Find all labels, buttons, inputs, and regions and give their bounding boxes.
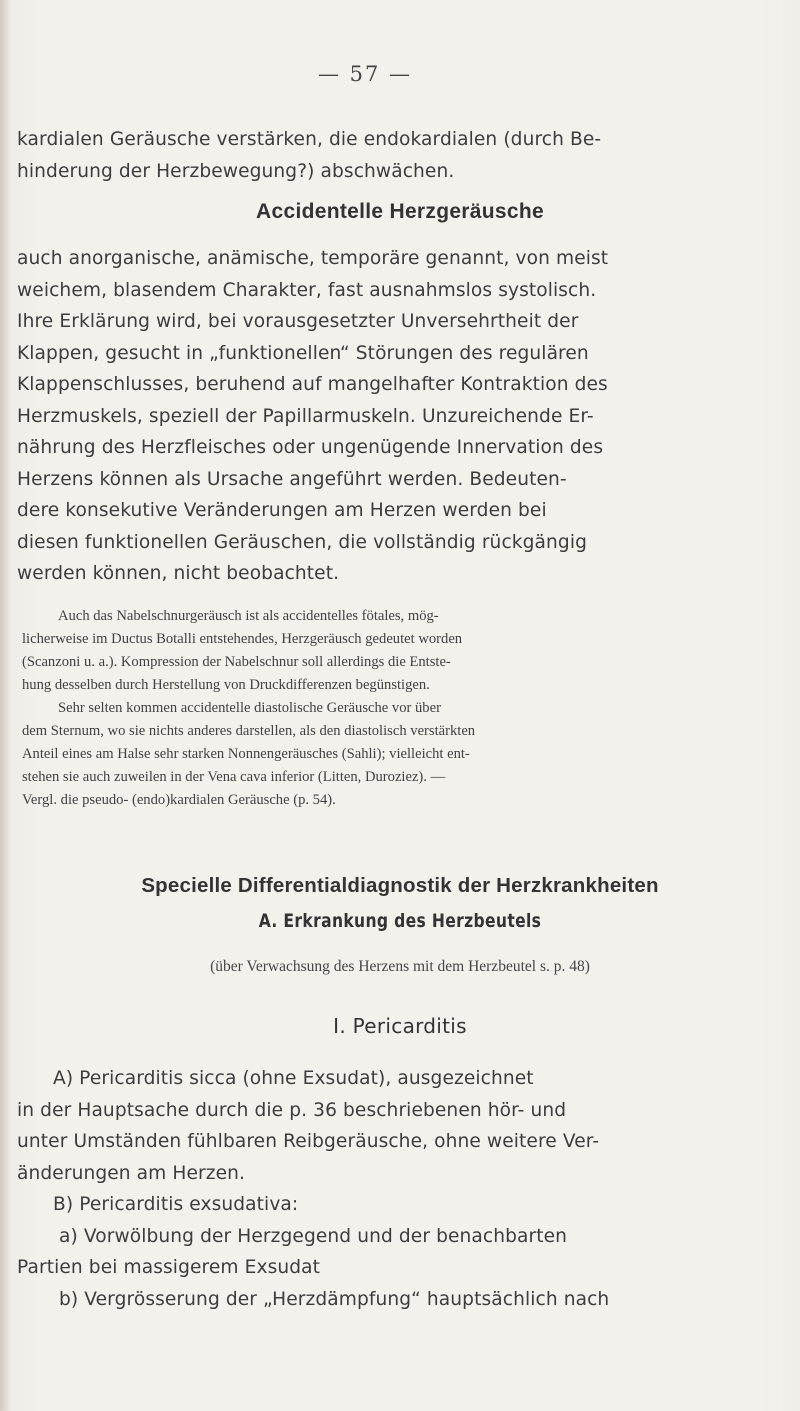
text-line: Partien bei massigerem Exsudat — [17, 1257, 321, 1278]
text-line: auch anorganische, anämische, temporäre genannt, von meist — [17, 248, 609, 269]
text-line: Klappen, gesucht in „funktionellen“ Störungen des regulären — [17, 342, 589, 364]
text-line: diesen funktionellen Geräuschen, die vollständig rückgängig — [17, 531, 587, 553]
note-line: stehen sie auch zuweilen in der Vena cava inferior (Litten, Duroziez). — — [22, 769, 446, 785]
text-line: kardialen Geräusche verstärken, die endokardialen (durch Be- — [17, 129, 602, 150]
subsection-heading-herzbeutel: A. Erkrankung des Herzbeutels — [258, 910, 542, 932]
note-line: licherweise im Ductus Botalli entstehendes, Herzgeräusch gedeutet worden — [22, 631, 463, 647]
note-line: (Scanzoni u. a.). Kompression der Nabelschnur soll allerdings die Entste- — [22, 654, 451, 670]
text-line: Klappenschlusses, beruhend auf mangelhafter Kontraktion des — [17, 374, 608, 395]
note-line: Vergl. die pseudo- (endo)kardialen Geräusche (p. 54). — [22, 792, 336, 808]
section-heading-pericarditis: I. Pericarditis — [333, 1014, 467, 1038]
text-line: Ihre Erklärung wird, bei vorausgesetzter Unversehrtheit der — [17, 311, 579, 332]
text-line: änderungen am Herzen. — [17, 1162, 246, 1184]
note-line: Anteil eines am Halse sehr starken Nonnengeräusches (Sahli); vielleicht ent- — [22, 746, 470, 762]
note-line: Sehr selten kommen accidentelle diastolische Geräusche vor über — [58, 700, 441, 716]
text-line: werden können, nicht beobachtet. — [17, 563, 340, 584]
text-line: B) Pericarditis exsudativa: — [53, 1194, 299, 1215]
text-line: a) Vorwölbung der Herzgegend und der benachbarten — [59, 1225, 568, 1247]
subsection-note: (über Verwachsung des Herzens mit dem Herzbeutel s. p. 48) — [210, 958, 590, 975]
text-line: dere konsekutive Veränderungen am Herzen werden bei — [17, 500, 547, 521]
accidentelle-paragraph — [17, 243, 608, 590]
section-heading-accidentelle: Accidentelle Herzgeräusche — [256, 200, 544, 223]
text-line: Herzens können als Ursache angeführt werden. Bedeuten- — [17, 468, 567, 490]
text-line: Herzmuskels, speziell der Papillarmuskeln. Unzureichende Er- — [17, 405, 594, 427]
section-heading-specielle: Specielle Differentialdiagnostik der Herzkrankheiten — [141, 874, 659, 897]
text-line: A) Pericarditis sicca (ohne Exsudat), ausgezeichnet — [53, 1068, 534, 1089]
note-line: dem Sternum, wo sie nichts anderes darstellen, als den diastolisch verstärkten — [22, 723, 476, 739]
text-line: in der Hauptsache durch die p. 36 beschriebenen hör- und — [17, 1099, 567, 1121]
text-line: nährung des Herzfleisches oder ungenügende Innervation des — [17, 437, 604, 458]
note-line: hung desselben durch Herstellung von Druckdifferenzen begünstigen. — [22, 677, 430, 693]
pericarditis-paragraph — [17, 1063, 609, 1315]
text-line: b) Vergrösserung der „Herzdämpfung“ hauptsächlich nach — [59, 1288, 610, 1310]
text-line: unter Umständen fühlbaren Reibgeräusche, ohne weitere Ver- — [17, 1131, 600, 1152]
intro-paragraph — [17, 124, 601, 187]
note-line: Auch das Nabelschnurgeräusch ist als accidentelles fötales, mög- — [58, 608, 439, 624]
text-line: weichem, blasendem Charakter, fast ausnahmslos systolisch. — [17, 279, 597, 301]
accidentelle-note — [22, 605, 475, 812]
page-number: — 57 — — [317, 62, 413, 86]
text-line: hinderung der Herzbewegung?) abschwächen. — [17, 160, 455, 182]
